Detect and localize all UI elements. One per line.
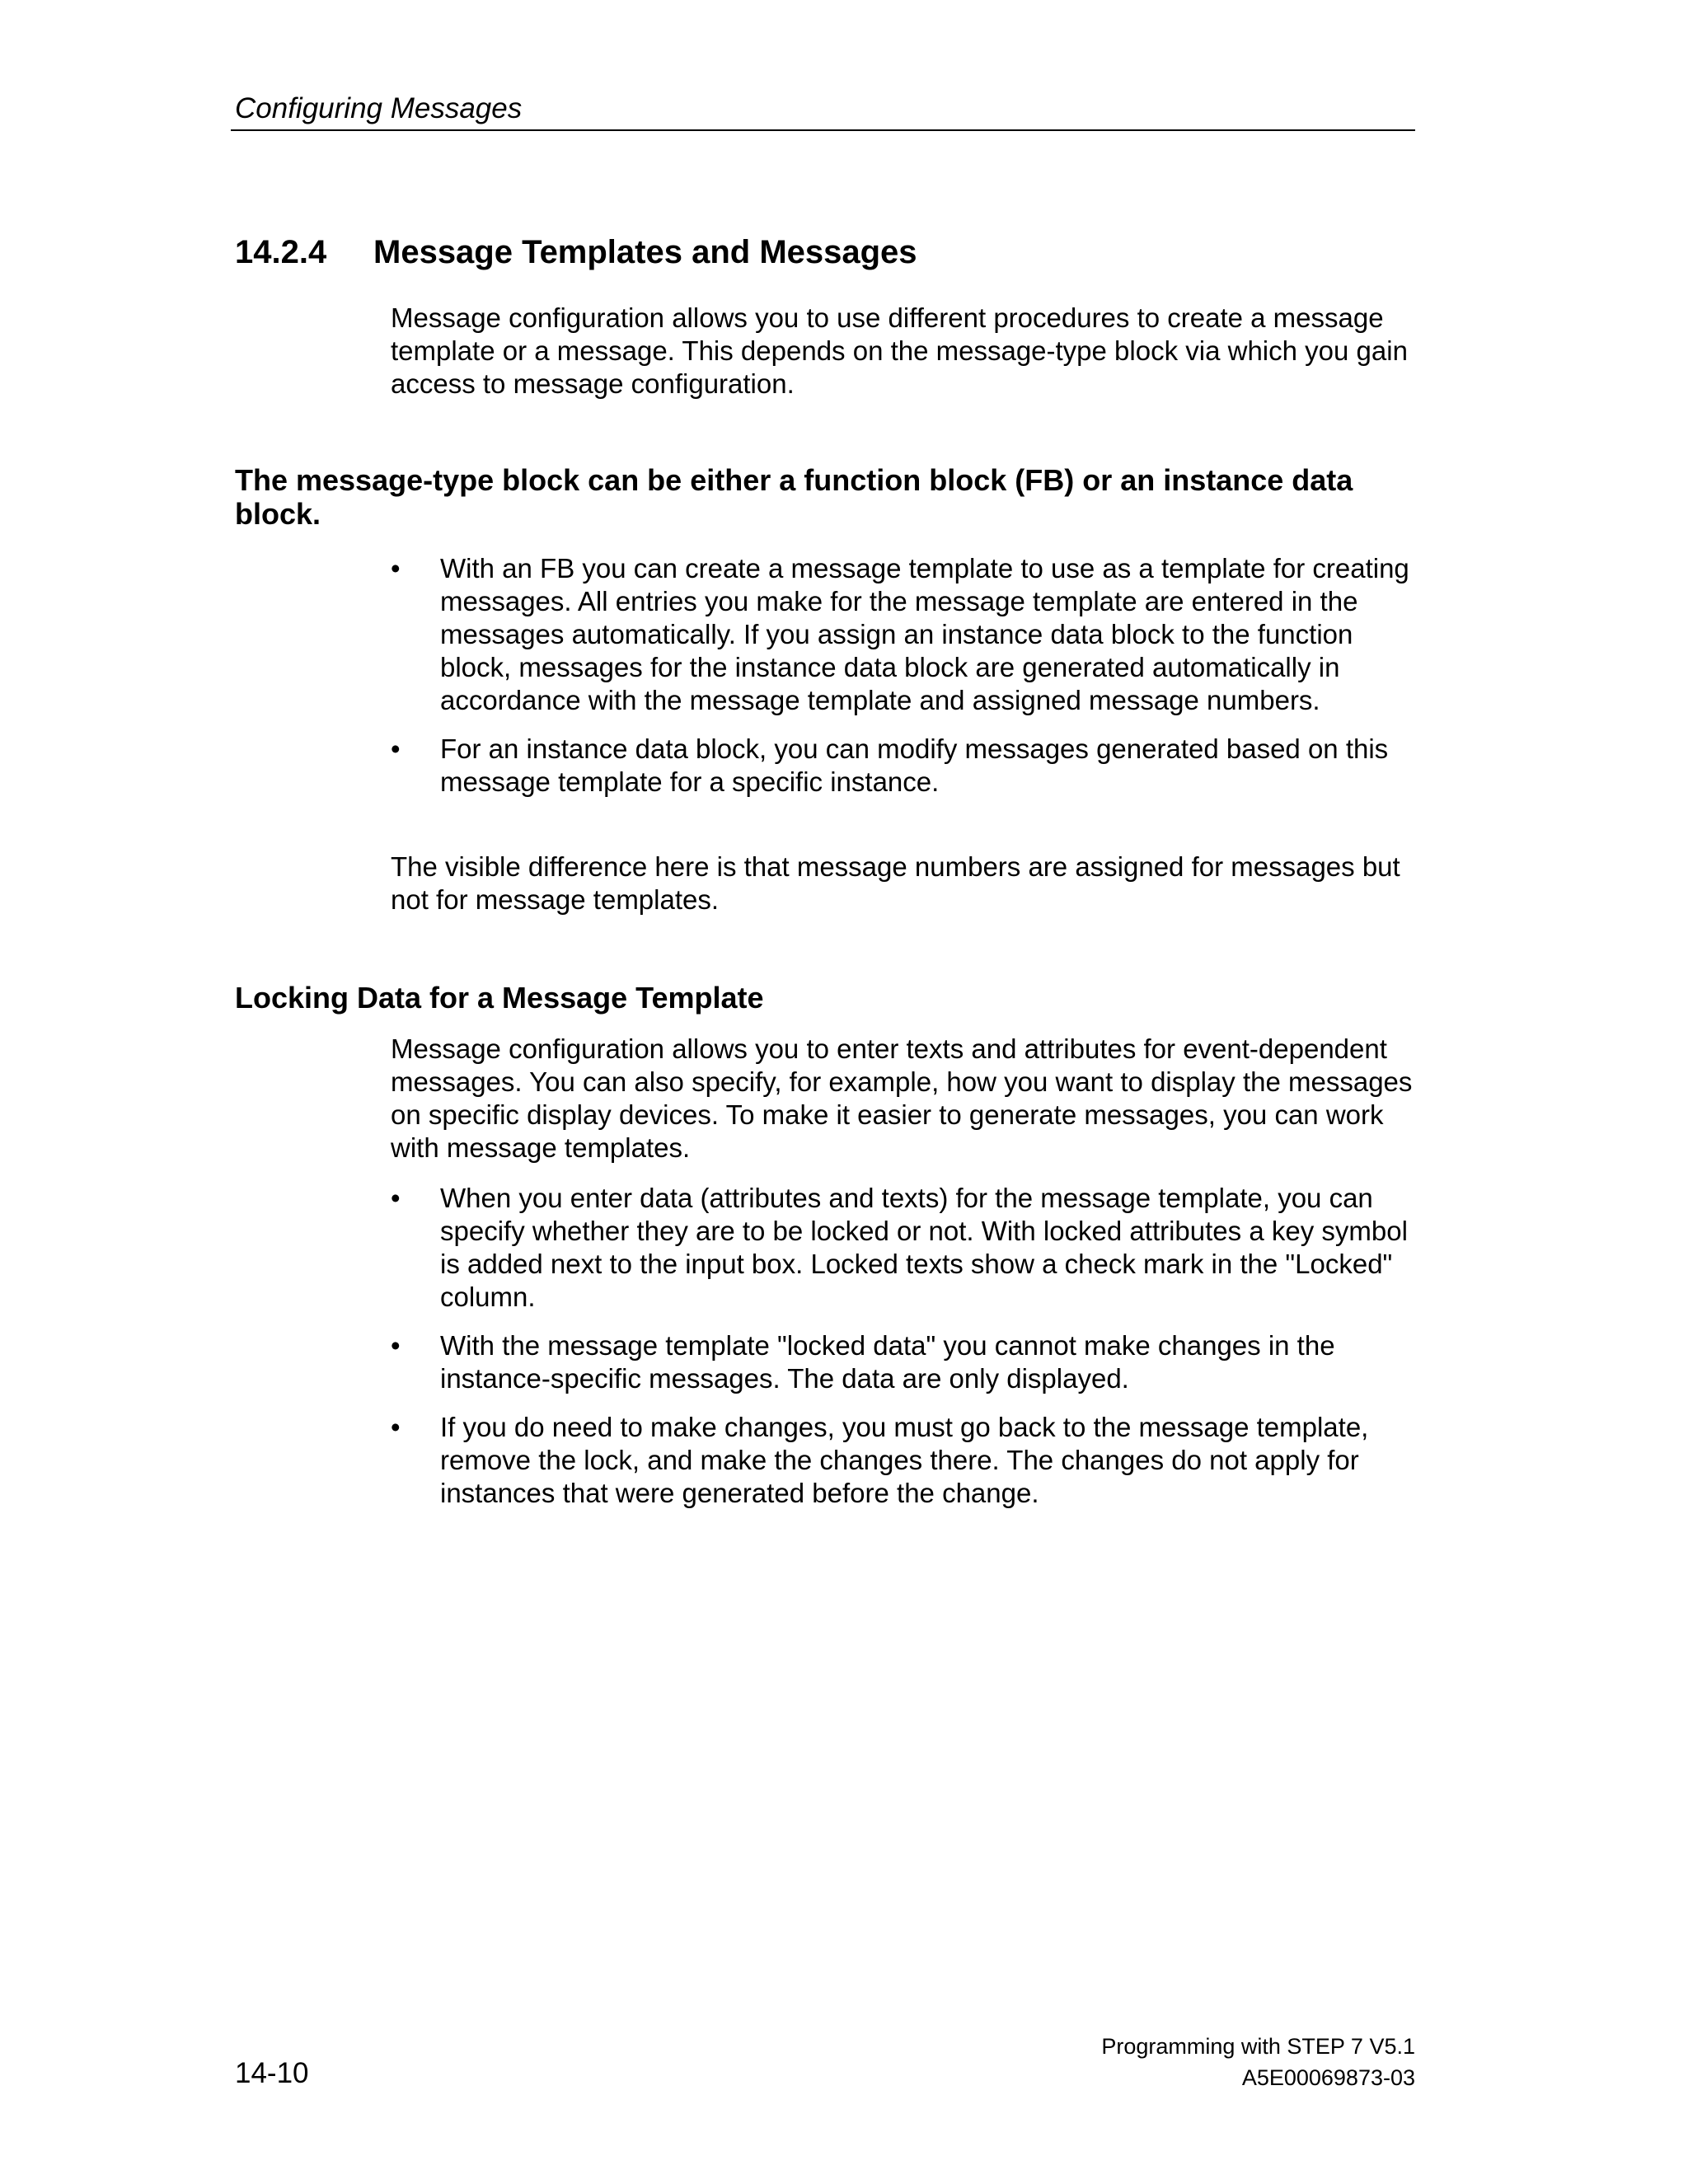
locking-list <box>391 1182 1421 1526</box>
section-intro: Message configuration allows you to use different procedures to create a message template or a message. This depends on the message-type block via which you gain access to message configuration. <box>391 302 1408 399</box>
section-heading <box>235 232 917 272</box>
bullet-icon: • <box>391 1183 401 1213</box>
bullet-icon: • <box>391 1412 401 1442</box>
footer-info <box>1101 2031 1415 2093</box>
block-types-heading: The message-type block can be either a function block (FB) or an instance data block. <box>235 463 1353 531</box>
list-item <box>391 1411 1421 1510</box>
list-item-text: With an FB you can create a message template to use as a template for creating messages. All entries you make for the message template are entered in the messages automatically. If you assign an instance data block to the function block, messages for the instance data block are generated automatically in accordance with the message template and assigned message numbers. <box>440 553 1409 715</box>
manual-title: Programming with STEP 7 V5.1 <box>1101 2034 1415 2059</box>
list-item-text: For an instance data block, you can modify messages generated based on this message template for a specific instance. <box>440 733 1389 797</box>
footer-page-number: 14-10 <box>235 2057 309 2089</box>
section-title: Message Templates and Messages <box>373 234 917 270</box>
locking-heading: Locking Data for a Message Template <box>235 981 764 1015</box>
list-item <box>391 733 1421 799</box>
block-types-closing: The visible difference here is that message numbers are assigned for messages but not for message templates. <box>391 851 1400 915</box>
section-number: 14.2.4 <box>235 234 327 270</box>
list-item-text: When you enter data (attributes and texts) for the message template, you can specify whether they are to be locked or not. With locked attributes a key symbol is added next to the input box. Locked texts show a check mark in the "Locked" column. <box>440 1183 1408 1312</box>
locking-intro: Message configuration allows you to enter texts and attributes for event-dependent messages. You can also specify, for example, how you want to display the messages on specific display devices. To make it easier to generate messages, you can work with message templates. <box>391 1033 1413 1163</box>
list-item <box>391 1329 1421 1395</box>
list-item <box>391 552 1421 717</box>
block-types-list <box>391 552 1421 814</box>
list-item <box>391 1182 1421 1314</box>
bullet-icon: • <box>391 553 401 583</box>
order-number: A5E00069873-03 <box>1241 2065 1415 2090</box>
running-header: Configuring Messages <box>235 92 523 124</box>
list-item-text: If you do need to make changes, you must go back to the message template, remove the lock, and make the changes there. The changes do not apply for instances that were generated before the change. <box>440 1412 1369 1508</box>
bullet-icon: • <box>391 1330 401 1361</box>
bullet-icon: • <box>391 733 401 764</box>
header-rule <box>231 129 1415 131</box>
list-item-text: With the message template "locked data" you cannot make changes in the instance-specific messages. The data are only displayed. <box>440 1330 1335 1394</box>
